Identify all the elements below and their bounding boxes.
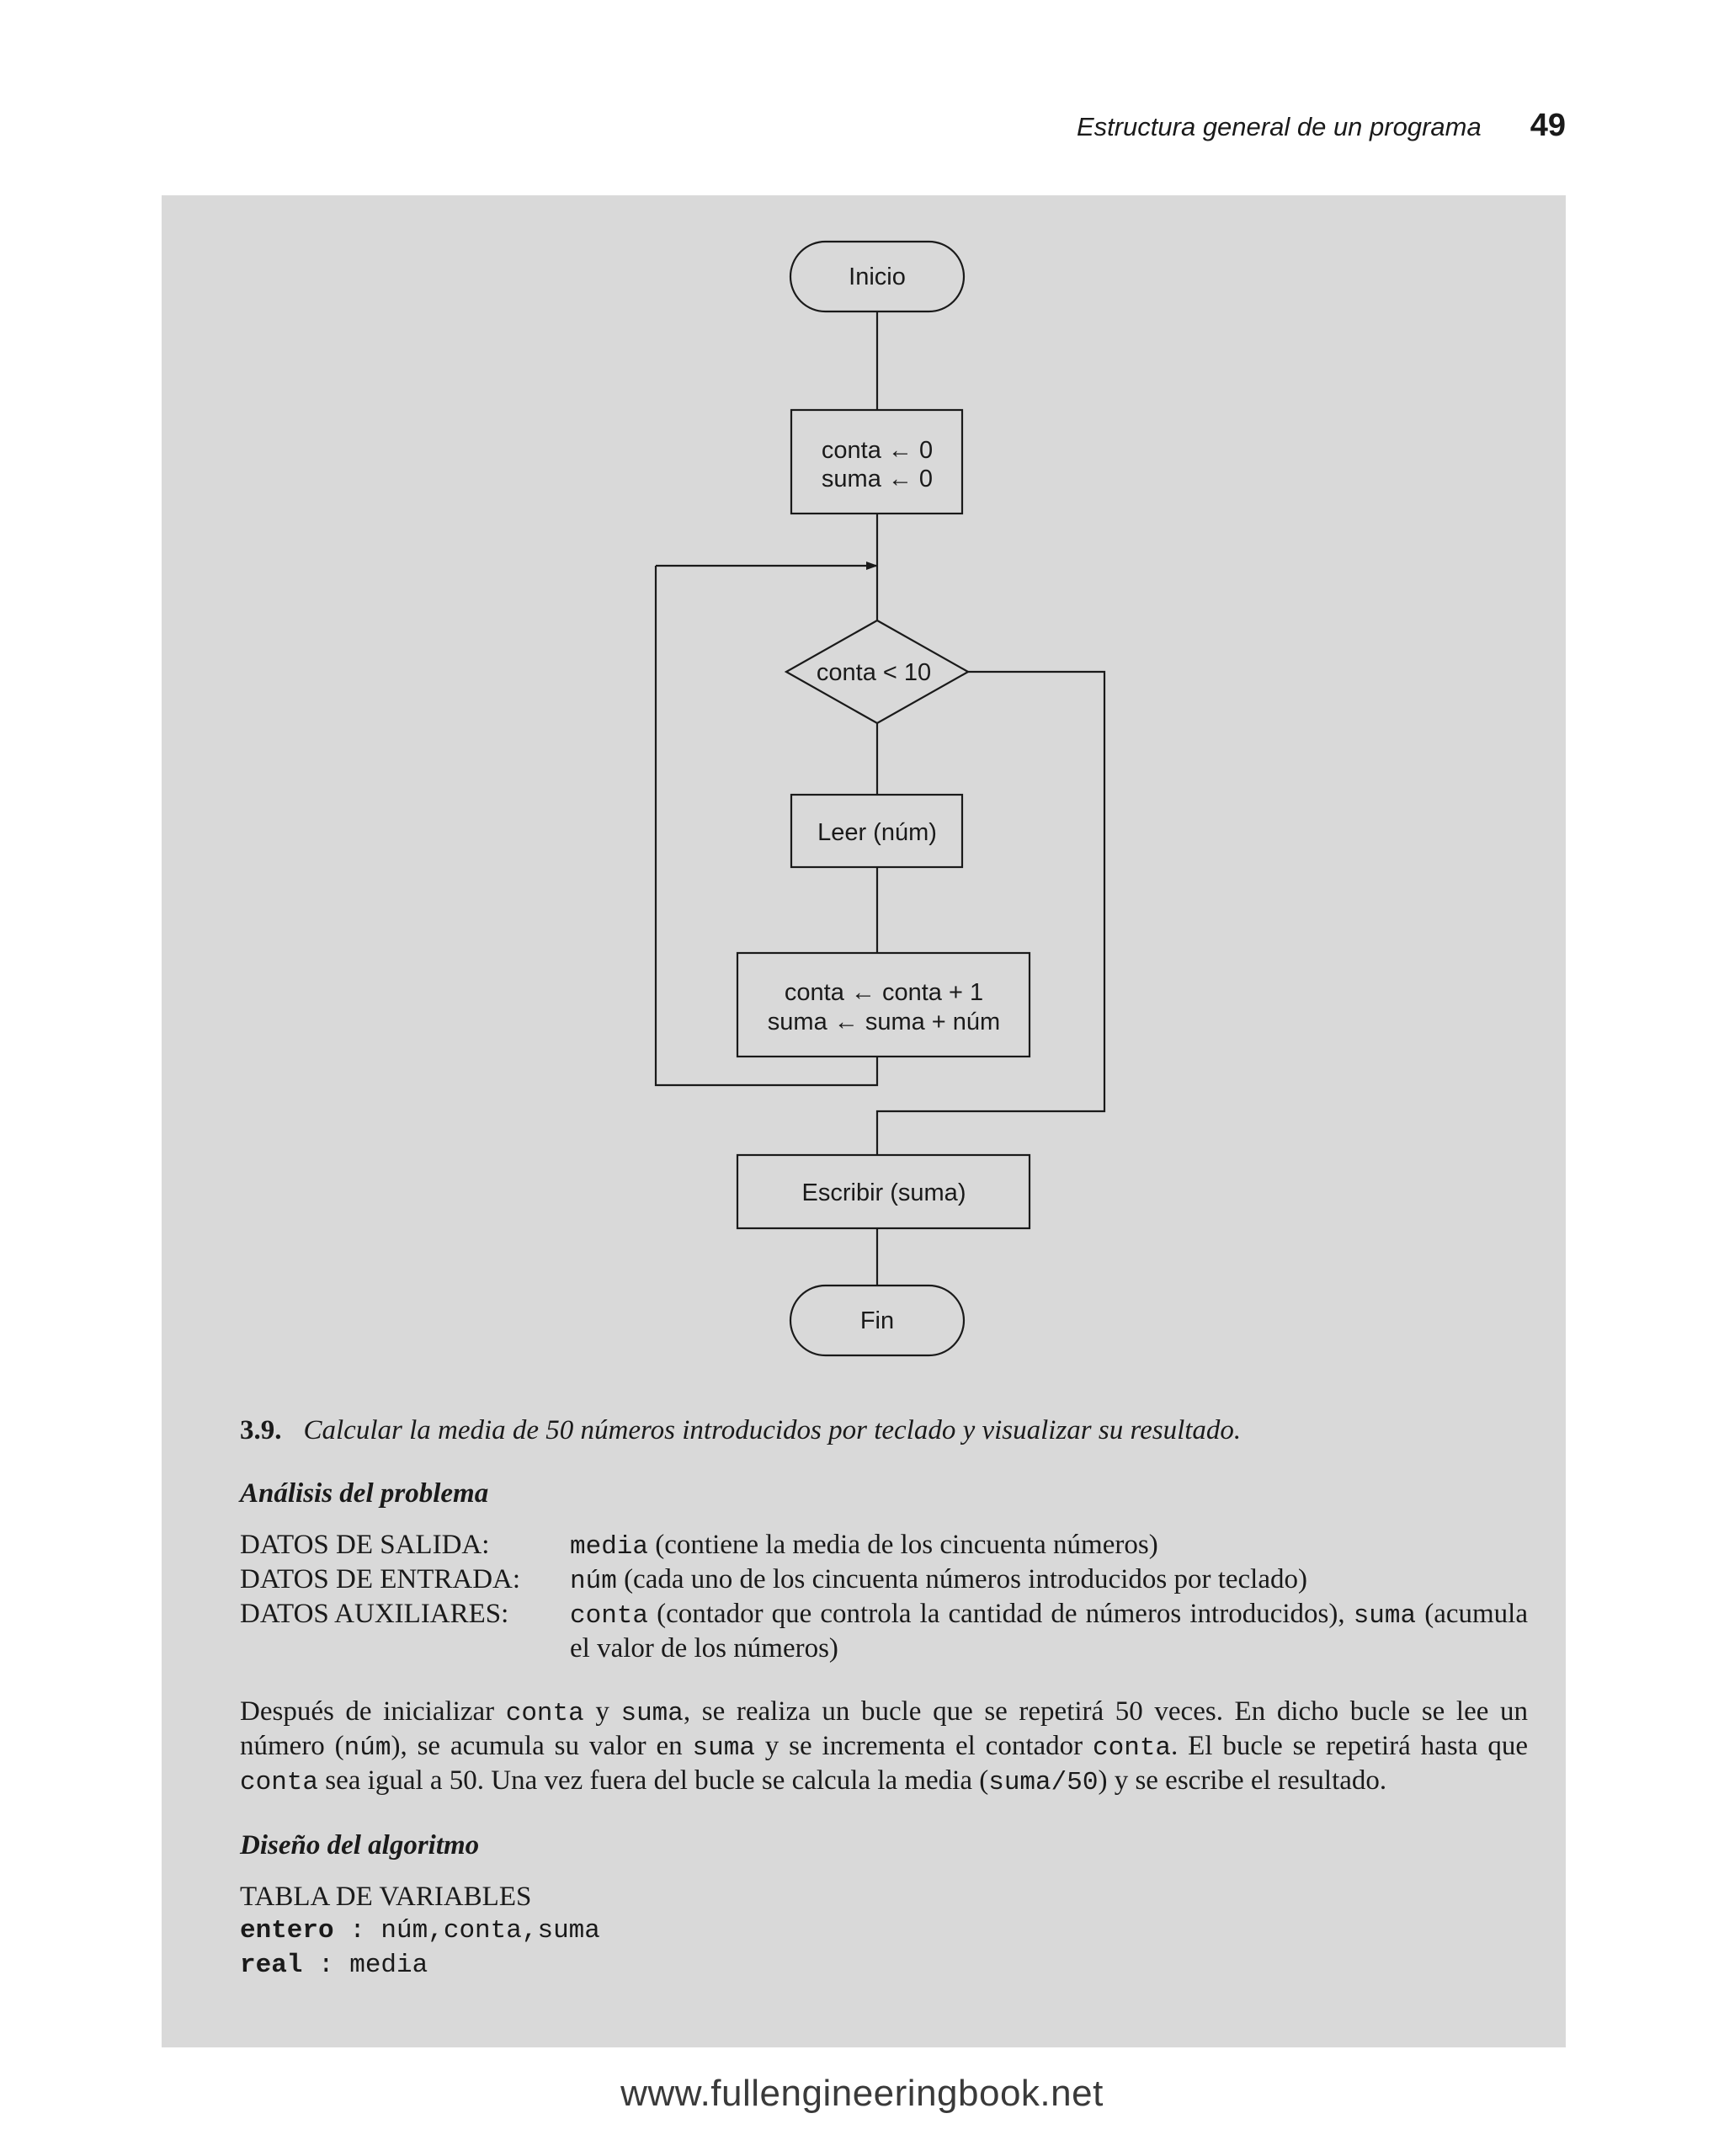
running-head — [926, 108, 1566, 144]
data-row-output — [240, 1529, 1528, 1563]
footer-url: www.fullengineeringbook.net — [620, 2073, 1104, 2114]
write-label: Escribir (suma) — [801, 1179, 966, 1206]
explanation-paragraph: Después de inicializar conta y suma, se realiza un bucle que se repetirá 50 veces. En dicho bucle se lee un número (núm), se acumula su valor en suma y se incrementa el contador conta. El bucle se repetirá hasta que conta sea igual a 50. Una vez fuera del bucle se calcula la media (suma/50) y se escribe el resultado. — [240, 1696, 1528, 1797]
variables-table-title: TABLA DE VARIABLES — [240, 1882, 532, 1912]
data-desc-auxiliary: conta (contador que controla la cantidad de números introducidos), suma (acumula el valor de los números) — [570, 1599, 1528, 1664]
update-label-line1: conta ← conta + 1 — [784, 979, 984, 1006]
exit-line — [877, 672, 1104, 1155]
exercise-number: 3.9. — [240, 1415, 282, 1445]
analysis-heading: Análisis del problema — [240, 1478, 489, 1509]
start-label: Inicio — [849, 264, 906, 290]
flowchart — [162, 195, 1566, 1391]
declaration-real: real : media — [240, 1951, 428, 1980]
running-title: Estructura general de un programa — [1076, 112, 1482, 141]
exercise-statement — [240, 1414, 1528, 1447]
data-desc-input: núm (cada uno de los cincuenta números introducidos por teclado) — [570, 1564, 1307, 1596]
exercise-text: Calcular la media de 50 números introducidos por teclado y visualizar su resultado. — [303, 1415, 1242, 1445]
data-label-input: DATOS DE ENTRADA: — [240, 1564, 521, 1594]
condition-label: conta < 10 — [816, 659, 932, 686]
data-label-auxiliary: DATOS AUXILIARES: — [240, 1599, 509, 1629]
exercise-text — [240, 1414, 1528, 1983]
data-label-output: DATOS DE SALIDA: — [240, 1530, 490, 1560]
init-label-line2: suma ← 0 — [821, 466, 934, 492]
data-row-input — [240, 1563, 1528, 1598]
read-label: Leer (núm) — [817, 819, 937, 846]
declaration-entero: entero : núm,conta,suma — [240, 1916, 600, 1946]
end-label: Fin — [859, 1307, 895, 1334]
init-label-line1: conta ← 0 — [821, 437, 934, 464]
data-row-auxiliary — [240, 1598, 1528, 1665]
update-label-line2: suma ← suma + núm — [767, 1009, 1001, 1035]
data-desc-output: media (contiene la media de los cincuenta números) — [570, 1530, 1158, 1562]
design-heading: Diseño del algoritmo — [240, 1830, 480, 1861]
page-number: 49 — [1530, 108, 1566, 143]
